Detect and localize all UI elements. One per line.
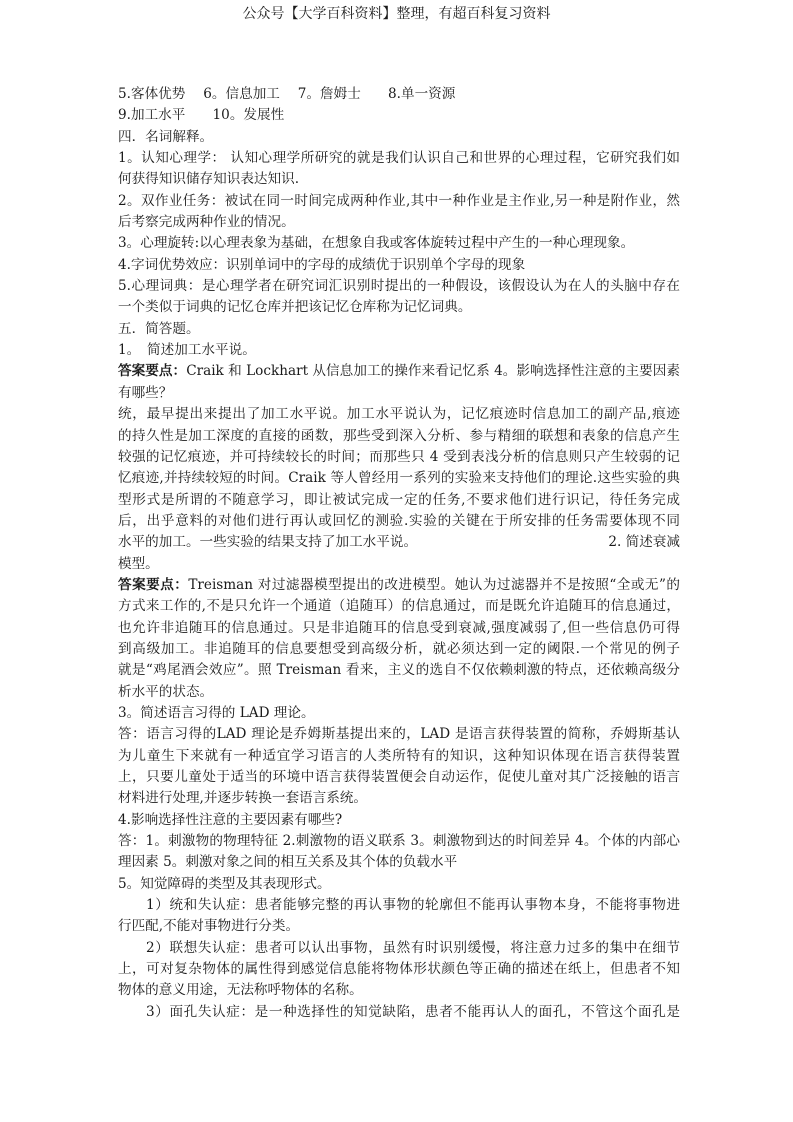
text-line bbox=[118, 724, 680, 745]
line-content bbox=[118, 321, 200, 337]
line-text: 也允许非追随耳的信息通过。只是非追随耳的信息受到衰减,强度减弱了,但一些信息仍可得 bbox=[118, 619, 680, 636]
line-content bbox=[118, 982, 363, 998]
text-line bbox=[118, 938, 680, 959]
line-text: 上，只要儿童处于适当的环境中语言获得装置便会自动运作，促使儿童对其广泛接触的语言 bbox=[118, 769, 680, 785]
line-content bbox=[118, 876, 331, 892]
line-content bbox=[118, 684, 213, 700]
line-text: 4.字词优势效应：识别单词中的字母的成绩优于识别单个字母的现象 bbox=[118, 256, 526, 273]
line-text: 5.心理词典：是心理学者在研究词汇识别时提出的一种假设，该假设认为在人的头脑中存在 bbox=[118, 278, 680, 295]
line-text: 理因素 5。刺激对象之间的相互关系及其个体的负载水平 bbox=[118, 854, 458, 871]
text-line bbox=[118, 490, 680, 511]
line-content bbox=[118, 342, 256, 358]
question-heading-inline: 2. 简述衰减 bbox=[608, 534, 680, 551]
line-text: 行匹配,不能对事物进行分类。 bbox=[118, 918, 300, 935]
line-content bbox=[118, 363, 680, 379]
line-text: 后考察完成两种作业的情况。 bbox=[118, 214, 295, 231]
line-content bbox=[118, 577, 680, 593]
text-line bbox=[118, 383, 680, 404]
text-line bbox=[118, 447, 680, 468]
line-text: 的持久性是加工深度的直接的函数，那些受到深入分析、参与精细的联想和表象的信息产生 bbox=[118, 427, 680, 444]
line-text: 上，可对复杂物体的属性得到感觉信息能将物体形状颜色等正确的描述在纸上，但患者不知 bbox=[118, 961, 680, 978]
line-text: 5。知觉障碍的类型及其表现形式。 bbox=[118, 875, 331, 892]
line-text: 物体的意义用途，无法称呼物体的名称。 bbox=[118, 982, 363, 999]
line-text: 忆痕迹,并持续较短的时间。Craik 等人曾经用一系列的实验来支持他们的理论.这些实验的典 bbox=[118, 470, 680, 487]
answer-key-label: 答案要点： bbox=[118, 576, 189, 593]
text-line bbox=[118, 148, 680, 169]
text-line bbox=[118, 895, 680, 916]
line-content bbox=[118, 214, 295, 230]
line-text: 2）联想失认症：患者可以认出事物，虽然有时识别缓慢，将注意力过多的集中在细节 bbox=[146, 939, 680, 956]
text-line bbox=[118, 532, 680, 553]
text-line bbox=[118, 980, 680, 1001]
text-line bbox=[118, 340, 680, 361]
line-content bbox=[118, 532, 417, 553]
line-content bbox=[118, 86, 455, 102]
line-content bbox=[118, 299, 471, 315]
line-content bbox=[118, 854, 457, 870]
text-line bbox=[118, 169, 680, 190]
line-text: 为儿童生下来就有一种适宜学习语言的人类所特有的知识，这种知识体现在语言获得装置 bbox=[118, 747, 680, 764]
text-line bbox=[118, 746, 680, 767]
line-text: 材料进行处理,并逐步转换一套语言系统。 bbox=[118, 790, 368, 807]
line-text: 析水平的状态。 bbox=[118, 683, 214, 700]
line-text: 1。认知心理学： 认知心理学所研究的就是我们认识自己和世界的心理过程，它研究我们如 bbox=[118, 150, 680, 167]
line-text: 答：语言习得的LAD 理论是乔姆斯基提出来的，LAD 是语言获得装置的简称，乔姆斯基认 bbox=[118, 726, 680, 743]
line-text: 到高级加工。非追随耳的信息要想受到高级分析，就必须达到一定的阈限.一个常见的例子 bbox=[118, 640, 680, 657]
line-text: 较强的记忆痕迹，并可持续较长的时间；而那些只 4 受到表浅分析的信息则只产生较弱的记 bbox=[118, 448, 680, 465]
text-line bbox=[118, 660, 680, 681]
line-content bbox=[118, 812, 342, 828]
line-text: 五．简答题。 bbox=[118, 320, 200, 337]
line-text: 4.影响选择性注意的主要因素有哪些? bbox=[118, 811, 343, 828]
text-line bbox=[118, 105, 680, 126]
text-line bbox=[118, 916, 680, 937]
line-content bbox=[118, 918, 299, 934]
line-text: 水平的加工。一些实验的结果支持了加工水平说。 bbox=[118, 534, 418, 551]
line-text: 1。 简述加工水平说。 bbox=[118, 342, 256, 359]
line-content bbox=[118, 705, 315, 721]
text-line bbox=[118, 233, 680, 254]
text-line bbox=[118, 831, 680, 852]
line-text: 模型。 bbox=[118, 555, 159, 572]
line-text: Craik 和 Lockhart 从信息加工的操作来看记忆系 4。影响选择性注意的主要因素 bbox=[186, 363, 681, 380]
line-text: 统，最早提出来提出了加工水平说。加工水平说认为，记忆痕迹时信息加工的副产品,痕迹 bbox=[118, 406, 680, 423]
line-text: 方式来工作的,不是只允许一个通道（追随耳）的信息通过，而是既允许追随耳的信息通过， bbox=[118, 598, 680, 615]
text-line bbox=[118, 767, 680, 788]
line-text: 何获得知识储存知识表达知识. bbox=[118, 171, 300, 188]
line-content bbox=[118, 257, 525, 273]
line-text: 四．名词解释。 bbox=[118, 128, 214, 145]
text-line bbox=[118, 874, 680, 895]
line-text: 3。心理旋转:以心理表象为基础，在想象自我或客体旋转过程中产生的一种心理现象。 bbox=[118, 235, 635, 252]
text-line bbox=[118, 788, 680, 809]
line-text: 型形式是所谓的不随意学习，即让被试完成一定的任务,不要求他们进行识记，待任务完成 bbox=[118, 491, 680, 508]
line-content bbox=[118, 107, 284, 123]
text-line bbox=[118, 191, 680, 212]
line-text: 答：1。刺激物的物理特征 2.刺激物的语义联系 3。刺激物到达的时间差异 4。个体的内部心 bbox=[118, 833, 680, 850]
text-line bbox=[118, 361, 680, 382]
text-line bbox=[118, 639, 680, 660]
line-content bbox=[118, 556, 159, 572]
document-body bbox=[118, 84, 680, 1023]
answer-key-label: 答案要点： bbox=[118, 363, 187, 380]
line-content bbox=[118, 171, 299, 187]
text-line bbox=[118, 596, 680, 617]
text-line bbox=[118, 212, 680, 233]
text-line bbox=[118, 959, 680, 980]
line-text: 1）统和失认症：患者能够完整的再认事物的轮廓但不能再认事物本身，不能将事物进 bbox=[146, 897, 680, 914]
line-text: 9.加工水平 10。发展性 bbox=[118, 107, 285, 124]
line-content bbox=[118, 235, 634, 251]
text-line bbox=[118, 575, 680, 596]
line-text: 有哪些？ bbox=[118, 384, 173, 401]
text-line bbox=[118, 682, 680, 703]
text-line bbox=[118, 554, 680, 575]
text-line bbox=[118, 297, 680, 318]
text-line bbox=[118, 810, 680, 831]
text-line bbox=[118, 319, 680, 340]
page-header-watermark: 公众号【大学百科资料】整理，有超百科复习资料 bbox=[242, 6, 551, 22]
line-text: 5.客体优势 6。信息加工 7。詹姆士 8.单一资源 bbox=[118, 86, 456, 102]
text-line bbox=[118, 404, 680, 425]
text-line bbox=[118, 255, 680, 276]
line-content bbox=[118, 385, 172, 401]
line-text: 3。简述语言习得的 LAD 理论。 bbox=[118, 704, 315, 721]
text-line bbox=[118, 468, 680, 489]
text-line bbox=[118, 511, 680, 532]
line-text: 后，出乎意料的对他们进行再认或回忆的测验.实验的关键在于所安排的任务需要体现不同 bbox=[118, 512, 680, 529]
line-text: 3）面孔失认症：是一种选择性的知觉缺陷，患者不能再认人的面孔，不管这个面孔是 bbox=[146, 1003, 680, 1020]
text-line bbox=[118, 276, 680, 297]
line-text: 一个类似于词典的记忆仓库并把该记忆仓库称为记忆词典。 bbox=[118, 299, 472, 316]
line-content bbox=[118, 790, 367, 806]
line-content bbox=[118, 129, 213, 145]
line-text: 2。双作业任务：被试在同一时间完成两种作业,其中一种作业是主作业,另一种是附作业，然 bbox=[118, 192, 680, 209]
text-line bbox=[118, 852, 680, 873]
text-line bbox=[118, 127, 680, 148]
text-line bbox=[118, 84, 680, 105]
text-line bbox=[118, 1002, 680, 1023]
text-line bbox=[118, 426, 680, 447]
line-text: 就是“鸡尾酒会效应”。照 Treisman 看来，主义的选自不仅依赖刺激的特点，还依赖高级分 bbox=[118, 662, 680, 679]
text-line bbox=[118, 703, 680, 724]
text-line bbox=[118, 618, 680, 639]
line-text: Treisman 对过滤器模型提出的改进模型。她认为过滤器并不是按照“全或无”的 bbox=[188, 576, 681, 593]
